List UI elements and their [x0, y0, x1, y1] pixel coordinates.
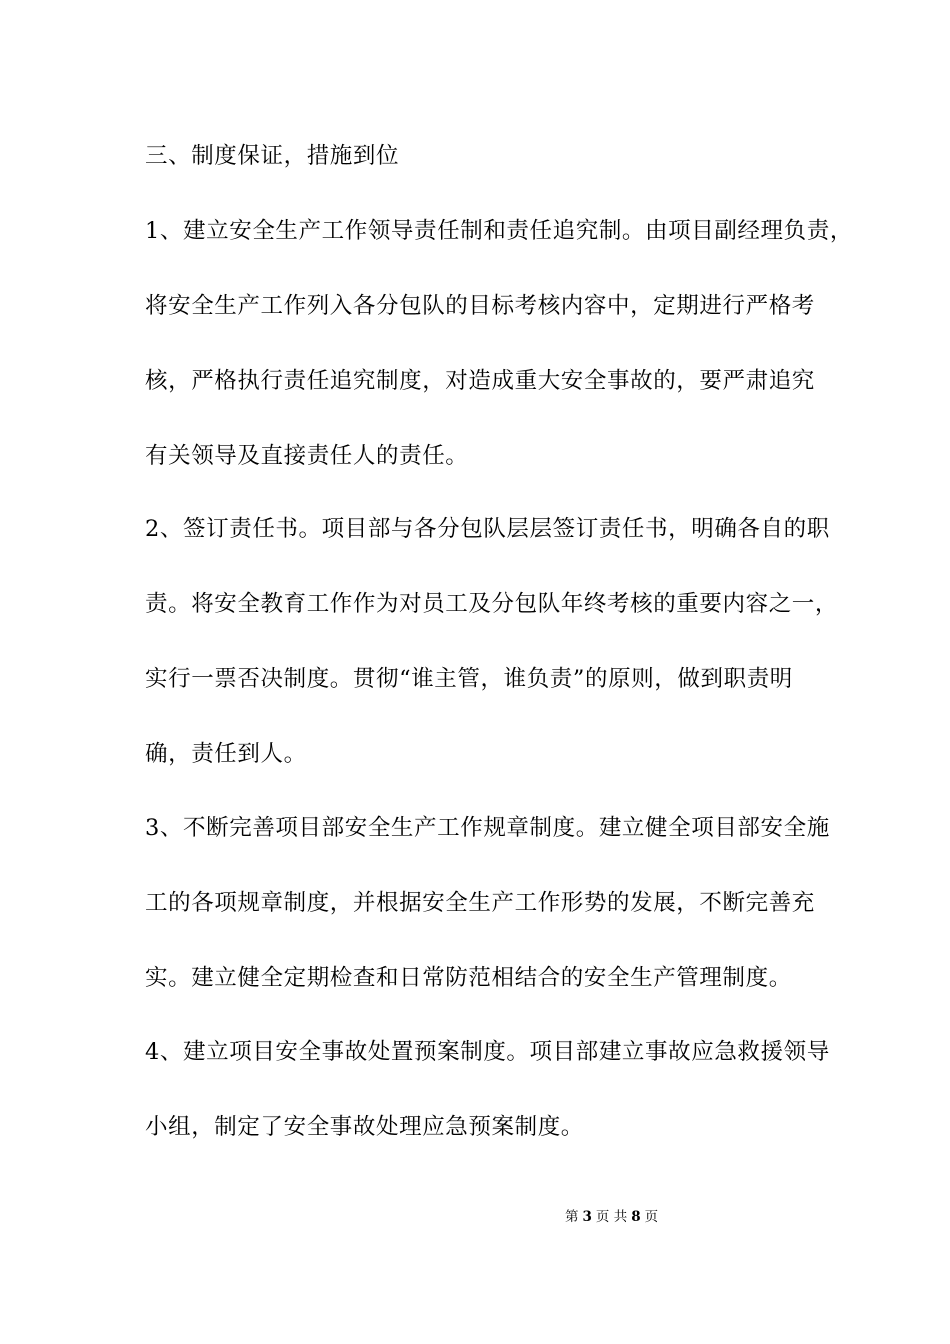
paragraph-line: 工的各项规章制度，并根据安全生产工作形势的发展，不断完善充	[145, 890, 815, 916]
paragraph-line: 将安全生产工作列入各分包队的目标考核内容中，定期进行严格考	[145, 293, 815, 319]
paragraph-line: 有关领导及直接责任人的责任。	[145, 443, 469, 469]
paragraph-line: 确，责任到人。	[145, 741, 307, 767]
page-total: 8	[631, 1209, 641, 1225]
paragraph-line: 4、建立项目安全事故处置预案制度。项目部建立事故应急救援领导	[145, 1039, 830, 1065]
paragraph-line: 1、建立安全生产工作领导责任制和责任追究制。由项目副经理负责，	[145, 218, 853, 244]
paragraph-line: 3、不断完善项目部安全生产工作规章制度。建立健全项目部安全施	[145, 815, 830, 841]
page-number: 3	[582, 1209, 592, 1225]
page-label-suffix: 页	[644, 1209, 659, 1225]
paragraph-line: 实行一票否决制度。贯彻“谁主管，谁负责”的原则，做到职责明	[145, 666, 793, 692]
paragraph-line: 小组，制定了安全事故处理应急预案制度。	[145, 1114, 584, 1140]
section-heading: 三、制度保证，措施到位	[145, 143, 400, 169]
paragraph-line: 核，严格执行责任追究制度，对造成重大安全事故的，要严肃追究	[145, 368, 815, 394]
page-label-prefix: 第	[565, 1209, 579, 1225]
page-label-middle: 页 共	[595, 1209, 628, 1225]
paragraph-line: 责。将安全教育工作作为对员工及分包队年终考核的重要内容之一，	[145, 591, 839, 617]
paragraph-line: 实。建立健全定期检查和日常防范相结合的安全生产管理制度。	[145, 965, 792, 991]
paragraph-line: 2、签订责任书。项目部与各分包队层层签订责任书，明确各自的职	[145, 516, 830, 542]
